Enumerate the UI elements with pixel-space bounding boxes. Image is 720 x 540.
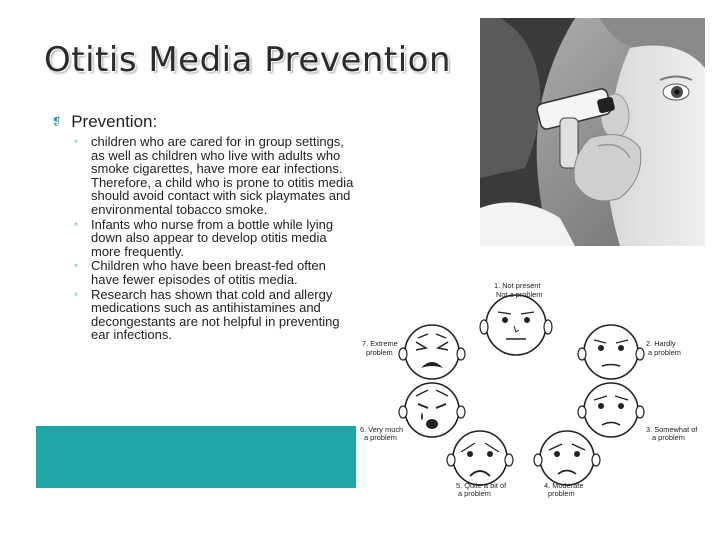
- main-bullet: [52, 112, 157, 132]
- sub-bullet-item: [74, 259, 354, 286]
- svg-text:a problem: a problem: [652, 433, 685, 442]
- sub-bullet-text: Children who have been breast-fed often have fewer episodes of otitis media.: [91, 258, 326, 287]
- sub-bullet-item: [74, 288, 354, 342]
- face-somewhat: [578, 383, 644, 437]
- sub-bullet-item: [74, 135, 354, 217]
- face-moderate: [534, 431, 600, 485]
- svg-text:a problem: a problem: [458, 489, 491, 498]
- sub-bullet-list: [74, 135, 354, 343]
- sub-bullet-text: children who are cared for in group settings, as well as children who live with adults who smoke cigarettes, have more ear infections. Therefore, a child who is prone to otitis media should avoid contact with sick playmates and environmental tobacco smoke.: [91, 134, 354, 217]
- sub-bullet-text: Infants who nurse from a bottle while lying down also appear to develop otitis media more frequently.: [91, 216, 334, 259]
- main-bullet-label: Prevention:: [71, 112, 158, 131]
- svg-text:a problem: a problem: [648, 348, 681, 357]
- pilcrow-bullet-icon: ❡: [52, 115, 62, 128]
- face-very-much: [399, 383, 465, 437]
- face-extreme: [399, 325, 465, 379]
- ring-bullet-icon: ◦: [74, 258, 79, 273]
- ring-bullet-icon: ◦: [74, 216, 79, 231]
- svg-text:4. Moderate: 4. Moderate: [544, 481, 584, 490]
- svg-text:3. Somewhat of: 3. Somewhat of: [646, 425, 698, 434]
- svg-text:problem: problem: [366, 348, 393, 357]
- face-quite-a-bit: [447, 431, 513, 485]
- pain-scale-diagram: [358, 282, 704, 500]
- ring-bullet-icon: ◦: [74, 134, 79, 148]
- svg-text:1. Not present: 1. Not present: [494, 282, 541, 290]
- face-hardly: [578, 325, 644, 379]
- svg-text:7. Extreme: 7. Extreme: [362, 339, 398, 348]
- svg-text:Not a problem: Not a problem: [496, 290, 543, 299]
- otoscope-exam-photo: [480, 18, 705, 246]
- svg-text:2. Hardly: 2. Hardly: [646, 339, 676, 348]
- svg-text:5. Quite a bit of: 5. Quite a bit of: [456, 481, 507, 490]
- face-not-present: [480, 295, 552, 355]
- svg-text:problem: problem: [548, 489, 575, 498]
- svg-text:a problem: a problem: [364, 433, 397, 442]
- sub-bullet-text: Research has shown that cold and allergy medications such as antihistamines and decongestants are not helpful in preventing ear infections.: [91, 286, 340, 343]
- sub-bullet-item: [74, 218, 354, 259]
- ring-bullet-icon: ◦: [74, 286, 79, 301]
- svg-text:6. Very much: 6. Very much: [360, 425, 404, 434]
- accent-block: [36, 426, 356, 488]
- slide-title: Otitis Media Prevention: [44, 40, 452, 80]
